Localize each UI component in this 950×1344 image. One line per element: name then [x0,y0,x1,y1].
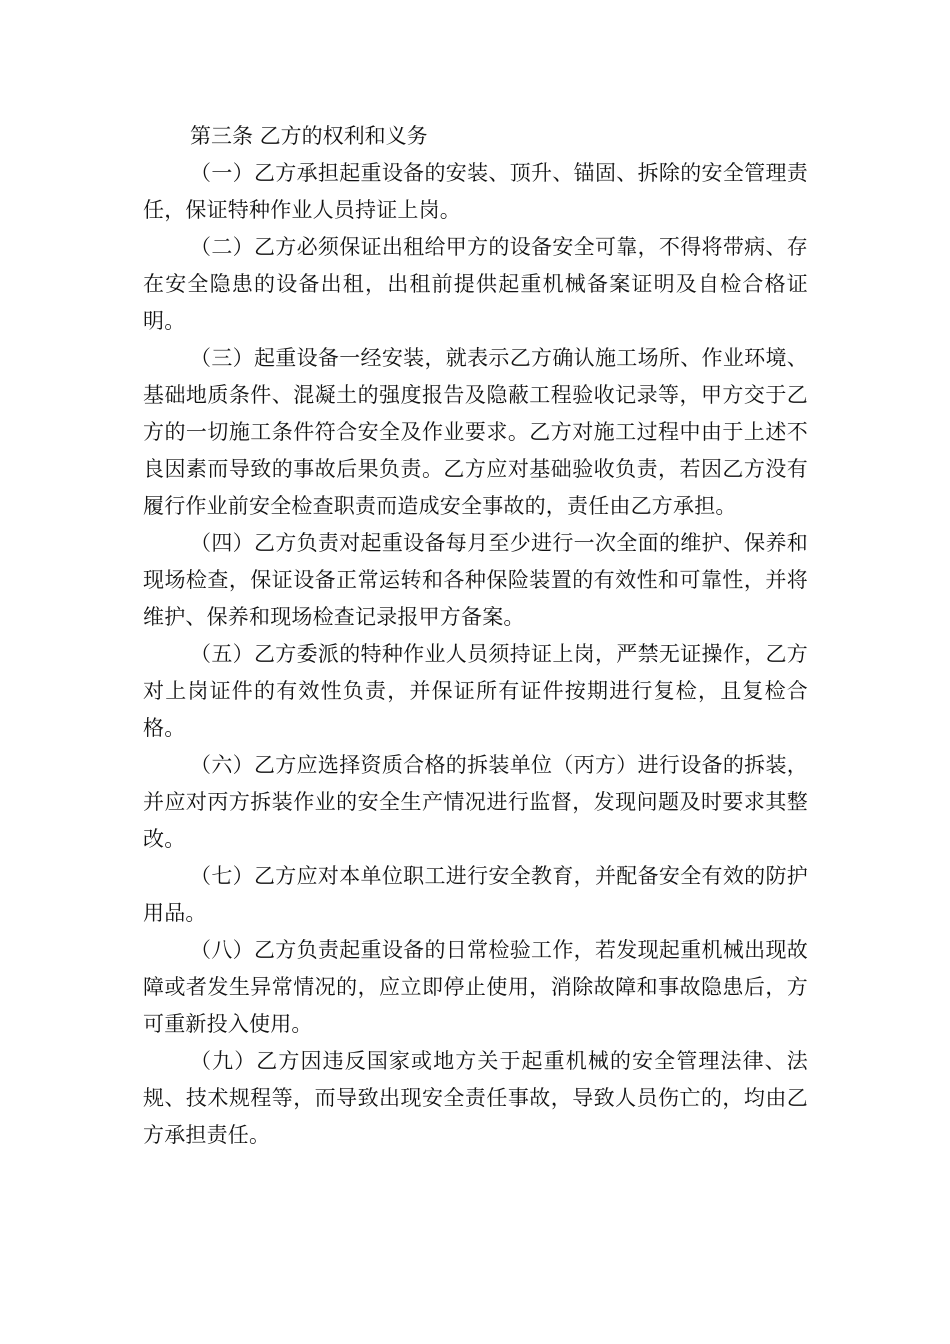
clause-1: （一）乙方承担起重设备的安装、顶升、锚固、拆除的安全管理责任，保证特种作业人员持证上岗。 [143,161,808,222]
document-page [143,118,808,1154]
clause-8: （八）乙方负责起重设备的日常检验工作，若发现起重机械出现故障或者发生异常情况的，应立即停止使用，消除故障和事故隐患后，方可重新投入使用。 [143,938,808,1036]
clause-9: （九）乙方因违反国家或地方关于起重机械的安全管理法律、法规、技术规程等，而导致出现安全责任事故，导致人员伤亡的，均由乙方承担责任。 [143,1049,808,1147]
clause-2: （二）乙方必须保证出租给甲方的设备安全可靠，不得将带病、存在安全隐患的设备出租，出租前提供起重机械备案证明及自检合格证明。 [143,235,808,333]
clause-7: （七）乙方应对本单位职工进行安全教育，并配备安全有效的防护用品。 [143,864,808,925]
clause-3: （三）起重设备一经安装，就表示乙方确认施工场所、作业环境、基础地质条件、混凝土的强度报告及隐蔽工程验收记录等，甲方交于乙方的一切施工条件符合安全及作业要求。乙方对施工过程中由于上述不良因素而导致的事故后果负责。乙方应对基础验收负责，若因乙方没有履行作业前安全检查职责而造成安全事故的，责任由乙方承担。 [143,346,808,518]
clause-6: （六）乙方应选择资质合格的拆装单位（丙方）进行设备的拆装，并应对丙方拆装作业的安全生产情况进行监督，发现问题及时要求其整改。 [143,753,808,851]
clause-4: （四）乙方负责对起重设备每月至少进行一次全面的维护、保养和现场检查，保证设备正常运转和各种保险装置的有效性和可靠性，并将维护、保养和现场检查记录报甲方备案。 [143,531,808,629]
clause-5: （五）乙方委派的特种作业人员须持证上岗，严禁无证操作，乙方对上岗证件的有效性负责，并保证所有证件按期进行复检，且复检合格。 [143,642,808,740]
article-heading: 第三条 乙方的权利和义务 [190,124,428,148]
